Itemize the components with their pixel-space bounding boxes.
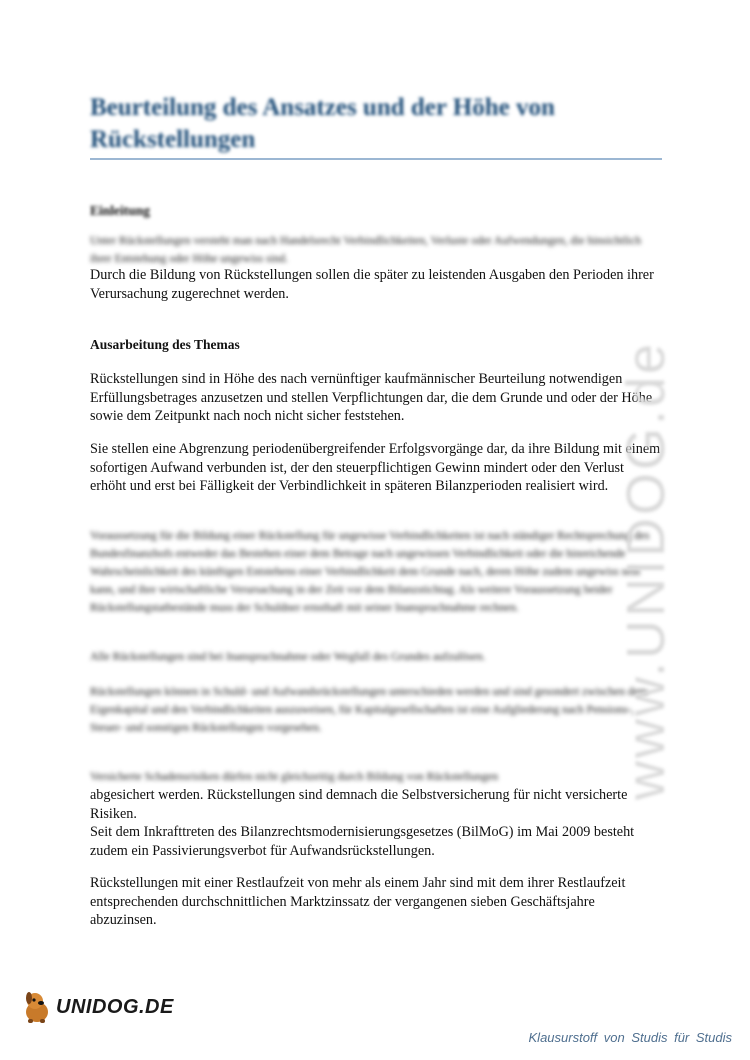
- blurred-paragraph-3: Versicherte Schadensrisiken dürfen nicht gleichzeitig durch Bildung von Rückstellungen: [90, 771, 499, 783]
- dog-icon: [22, 990, 52, 1024]
- paragraph-4: Seit dem Inkrafttreten des Bilanzrechtsmodernisierungsgesetzes (BilMoG) im Mai 2009 besteht zudem ein Passivierungsverbot für Aufwandsrückstellungen.: [90, 824, 635, 859]
- intro-blurred-text: Unter Rückstellungen versteht man nach Handelsrecht Verbindlichkeiten, Verluste oder Aufwendungen, die hinsichtlich ihrer Entstehung oder Höhe ungewiss sind.: [90, 235, 642, 265]
- document-title: Beurteilung des Ansatzes und der Höhe von Rückstellungen: [90, 94, 555, 153]
- paragraph-1: Rückstellungen sind in Höhe des nach vernünftiger kaufmännischer Beurteilung notwendigen Erfüllungsbetrages anzusetzen und stellen Verpflichtungen dar, die dem Grunde und oder der Höhe sowie dem Zeitpunkt nach noch nicht sicher feststehen.: [90, 371, 653, 424]
- watermark: www.UNIDOG.de: [616, 340, 676, 800]
- intro-heading: Einleitung: [90, 203, 151, 218]
- blurred-paragraph-2: Rückstellungen können in Schuld- und Aufwandsrückstellungen unterschieden werden und sind gesondert zwischen dem Eigenkapital und den Verbindlichkeiten auszuweisen, für Kapitalgesellschaften ist eine Aufgliederung nach Pensions-, Steuer- und sonstigen Rückstellungen vorgesehen.: [90, 686, 648, 734]
- intro-paragraph: Durch die Bildung von Rückstellungen sollen die später zu leistenden Ausgaben den Perioden ihrer Verursachung zugerechnet werden.: [90, 267, 654, 302]
- logo-text: UNIDOG.DE: [56, 995, 174, 1018]
- paragraph-2: Sie stellen eine Abgrenzung periodenübergreifender Erfolgsvorgänge dar, da ihre Bildung mit einem sofortigen Aufwand verbunden ist, der den steuerpflichtigen Gewinn mindert oder den Verlust erhöht und erst bei Fälligkeit der Verbindlichkeit in späteren Bilanzperioden realisiert wird.: [90, 441, 661, 494]
- paragraph-5: Rückstellungen mit einer Restlaufzeit von mehr als einem Jahr sind mit dem ihrer Restlaufzeit entsprechenden durchschnittlichen Marktzinssatz der vergangenen sieben Geschäftsjahre abzuzinsen.: [90, 875, 626, 928]
- blurred-paragraph-1b: Alle Rückstellungen sind bei Inanspruchnahme oder Wegfall des Grundes aufzulösen.: [90, 651, 486, 663]
- main-heading: Ausarbeitung des Themas: [90, 337, 240, 352]
- blurred-paragraph-1: Voraussetzung für die Bildung einer Rückstellung für ungewisse Verbindlichkeiten ist nach ständiger Rechtsprechung des Bundesfinanzhofs entweder das Bestehen einer dem Betrage nach ungewissen Verbindlichkeit oder die hinreichende Wahrscheinlichkeit des künftigen Entstehens einer Verbindlichkeit dem Grunde nach, deren Höhe zudem ungewiss sein kann, und ihre wirtschaftliche Verursachung in der Zeit vor dem Bilanzstichtag. Als weitere Voraussetzung beider Rückstellungstatbestände muss der Schuldner ernsthaft mit seiner Inanspruchnahme rechnen.: [90, 530, 650, 614]
- unidog-logo[interactable]: [22, 990, 174, 1024]
- title-divider: [90, 158, 662, 160]
- paragraph-3: abgesichert werden. Rückstellungen sind demnach die Selbstversicherung für nicht versicherte Risiken.: [90, 787, 628, 822]
- footer-slogan: Klausurstoff von Studis für Studis: [528, 1030, 732, 1045]
